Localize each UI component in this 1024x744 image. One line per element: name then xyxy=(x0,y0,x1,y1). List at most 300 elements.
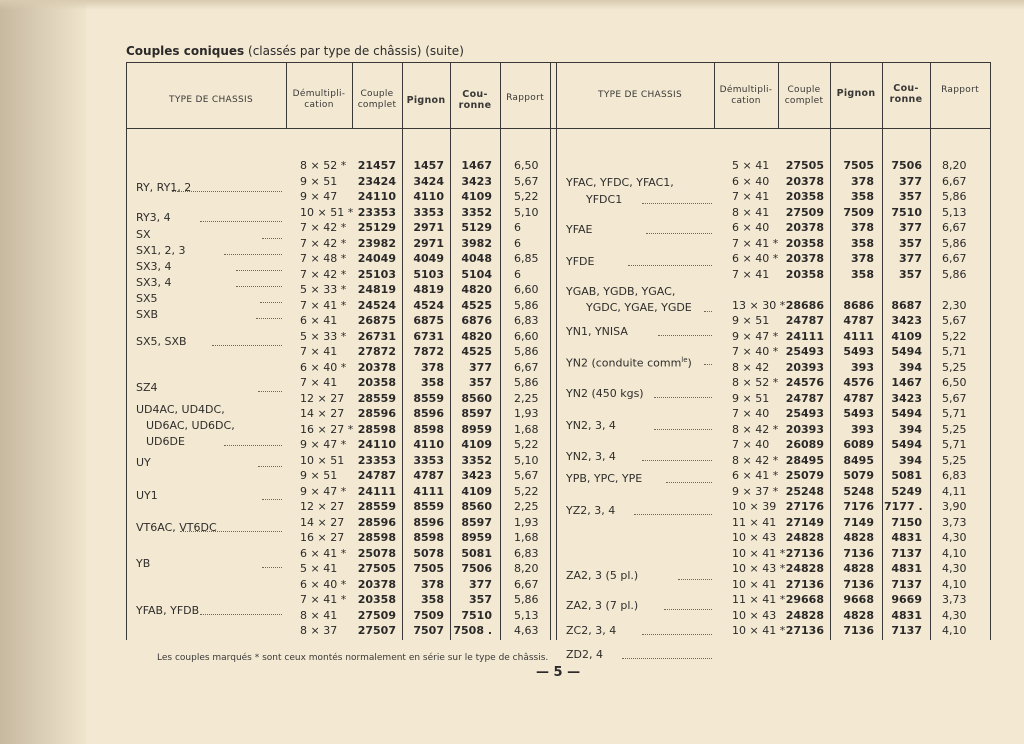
pignon-cell: 8598 xyxy=(413,531,444,544)
chassis-text: YFAE xyxy=(566,223,593,236)
pignon-cell: 4787 xyxy=(843,391,874,405)
chassis-text: SX5 xyxy=(136,292,158,305)
rapport-cell: 6,83 xyxy=(514,546,539,560)
couple-cell: 20358 xyxy=(785,267,824,281)
couronne-cell: 9669 xyxy=(891,593,922,606)
demultiplication-cell: 14 × 27 xyxy=(300,407,345,420)
couronne-cell: 4109 xyxy=(461,190,492,203)
demultiplication-cell: 7 × 41 * xyxy=(300,593,347,606)
pignon-cell: 5493 xyxy=(843,407,874,420)
couronne-cell: 5249 xyxy=(891,484,922,498)
leader-dots xyxy=(622,643,712,659)
pignon-cell: 2971 xyxy=(413,221,444,234)
demultiplication-cell: 8 × 52 * xyxy=(300,159,347,172)
rapport-cell: 6,67 xyxy=(942,221,967,234)
couronne-cell: 8597 xyxy=(461,407,492,420)
couple-cell: 24787 xyxy=(785,314,824,327)
pignon-cell: 7136 xyxy=(843,624,874,637)
pignon-cell: 3353 xyxy=(413,453,444,467)
couronne-cell: 8687 xyxy=(891,298,922,312)
demultiplication-cell: 10 × 41 xyxy=(732,577,777,591)
rapport-cell: 5,22 xyxy=(514,484,539,498)
couple-cell: 28686 xyxy=(785,298,824,312)
rapport-cell: 4,10 xyxy=(942,624,967,637)
demultiplication-cell: 10 × 43 xyxy=(732,608,777,622)
couronne-cell: 5081 xyxy=(891,469,922,482)
couple-cell: 25248 xyxy=(785,484,824,498)
rapport-cell: 5,13 xyxy=(942,205,967,219)
pignon-cell: 8495 xyxy=(843,453,874,467)
demultiplication-cell: 9 × 37 * xyxy=(732,484,779,498)
couple-cell: 26089 xyxy=(785,438,824,451)
couronne-cell: 4831 xyxy=(891,531,922,544)
rapport-cell: 5,67 xyxy=(942,391,967,405)
rapport-cell: 5,22 xyxy=(942,329,967,343)
chassis-text: ZA2, 3 (5 pl.) xyxy=(566,569,639,582)
table-row xyxy=(126,344,990,359)
chassis-text: YFAB, YFDB xyxy=(136,604,200,617)
rapport-cell: 5,13 xyxy=(514,608,539,622)
demultiplication-cell: 7 × 41 xyxy=(732,190,770,203)
rapport-cell: 4,11 xyxy=(942,484,967,498)
pignon-cell: 4828 xyxy=(843,562,874,575)
demultiplication-cell: 5 × 41 xyxy=(300,562,338,575)
demultiplication-cell: 8 × 37 xyxy=(300,624,338,637)
chassis-text: YN1, YNISA xyxy=(566,325,628,338)
pignon-cell: 7872 xyxy=(413,345,444,358)
pignon-cell: 8596 xyxy=(413,515,444,529)
chassis-text: UD4AC, UD4DC, xyxy=(136,403,225,416)
rapport-cell: 2,25 xyxy=(514,500,539,513)
couronne-cell: 5494 xyxy=(891,438,922,451)
table-row xyxy=(126,546,990,561)
couple-cell: 20358 xyxy=(357,593,396,606)
header-couple: Couple complet xyxy=(784,85,824,106)
couronne-cell: 357 xyxy=(899,267,922,281)
pignon-cell: 7149 xyxy=(843,515,874,529)
couronne-cell: 8959 xyxy=(461,422,492,436)
couple-cell: 27509 xyxy=(785,205,824,219)
chassis-text: RY3, 4 xyxy=(136,211,171,224)
demultiplication-cell: 6 × 41 * xyxy=(732,469,779,482)
chassis-text: YN2, 3, 4 xyxy=(566,450,616,463)
couple-cell: 28596 xyxy=(357,407,396,420)
header-type: TYPE DE CHASSIS xyxy=(598,90,682,100)
couronne-cell: 7137 xyxy=(891,624,922,637)
couple-cell: 27509 xyxy=(357,608,396,622)
couronne-cell: 7506 xyxy=(891,159,922,172)
demultiplication-cell: 6 × 41 xyxy=(300,314,338,327)
rapport-cell: 6,60 xyxy=(514,329,539,343)
couple-cell: 20378 xyxy=(785,174,824,188)
couple-cell: 26731 xyxy=(357,329,396,343)
couple-cell: 20358 xyxy=(357,376,396,389)
demultiplication-cell: 16 × 27 xyxy=(300,531,345,544)
couple-cell: 24819 xyxy=(357,283,396,296)
demultiplication-cell: 10 × 51 xyxy=(300,453,345,467)
demultiplication-cell: 8 × 42 * xyxy=(732,453,779,467)
demultiplication-cell: 6 × 40 * xyxy=(300,577,347,591)
rapport-cell: 5,71 xyxy=(942,345,967,358)
demultiplication-cell: 8 × 41 xyxy=(732,205,770,219)
rapport-cell: 1,93 xyxy=(514,407,539,420)
couple-cell: 27507 xyxy=(357,624,396,637)
couronne-cell: 4525 xyxy=(461,345,492,358)
couronne-cell: 3423 xyxy=(891,314,922,327)
header-demult: Démultipli- cation xyxy=(719,85,773,106)
couple-cell: 27505 xyxy=(357,562,396,575)
page-edge-shadow xyxy=(0,0,86,744)
couronne-cell: 357 xyxy=(469,593,492,606)
rapport-cell: 4,30 xyxy=(942,608,967,622)
table-row xyxy=(126,313,990,328)
demultiplication-cell: 5 × 41 xyxy=(732,159,770,172)
rapport-cell: 5,67 xyxy=(514,469,539,482)
demultiplication-cell: 9 × 51 xyxy=(300,174,338,188)
couronne-cell: 5104 xyxy=(461,267,492,281)
pignon-cell: 358 xyxy=(851,190,874,203)
demultiplication-cell: 10 × 41 * xyxy=(732,624,786,637)
demultiplication-cell: 7 × 40 * xyxy=(732,345,779,358)
demultiplication-cell: 7 × 41 * xyxy=(732,236,779,250)
rapport-cell: 4,30 xyxy=(942,531,967,544)
couple-cell: 24787 xyxy=(357,469,396,482)
couple-cell: 24828 xyxy=(785,531,824,544)
couple-cell: 25103 xyxy=(357,267,396,281)
couronne-cell: 3423 xyxy=(891,391,922,405)
couple-cell: 20378 xyxy=(357,360,396,374)
demultiplication-cell: 7 × 42 * xyxy=(300,236,347,250)
chassis-text: VT6AC, VT6DC xyxy=(136,521,217,534)
couronne-cell: 7506 xyxy=(461,562,492,575)
rapport-cell: 6,85 xyxy=(514,252,539,265)
header-demult: Démultipli- cation xyxy=(292,89,346,110)
pignon-cell: 7136 xyxy=(843,546,874,560)
header-rule xyxy=(126,128,990,129)
table-row xyxy=(126,174,990,189)
pignon-cell: 5078 xyxy=(413,546,444,560)
header-type: TYPE DE CHASSIS xyxy=(169,95,253,105)
couple-cell: 26875 xyxy=(357,314,396,327)
rapport-cell: 4,10 xyxy=(942,577,967,591)
chassis-text: UD6AC, UD6DC, xyxy=(146,419,235,432)
pignon-cell: 393 xyxy=(851,422,874,436)
table-row xyxy=(126,437,990,452)
couple-cell: 25493 xyxy=(785,345,824,358)
demultiplication-cell: 5 × 33 * xyxy=(300,329,347,343)
couronne-cell: 3423 xyxy=(461,174,492,188)
rapport-cell: 1,93 xyxy=(514,515,539,529)
couronne-cell: 4109 xyxy=(461,438,492,451)
page-top-shadow xyxy=(0,0,1024,10)
couple-cell: 28596 xyxy=(357,515,396,529)
couple-cell: 20358 xyxy=(785,236,824,250)
rapport-cell: 5,10 xyxy=(514,205,539,219)
chassis-text: YGAB, YGDB, YGAC, xyxy=(566,285,676,298)
rapport-cell: 5,71 xyxy=(942,438,967,451)
rapport-cell: 1,68 xyxy=(514,422,539,436)
demultiplication-cell: 11 × 41 * xyxy=(732,593,786,606)
pignon-cell: 6875 xyxy=(413,314,444,327)
couronne-cell: 7150 xyxy=(891,515,922,529)
rapport-cell: 1,68 xyxy=(514,531,539,544)
rapport-cell: 6,83 xyxy=(514,314,539,327)
pignon-cell: 3424 xyxy=(413,174,444,188)
couple-cell: 28598 xyxy=(357,531,396,544)
couple-cell: 24049 xyxy=(357,252,396,265)
demultiplication-cell: 7 × 41 xyxy=(300,345,338,358)
demultiplication-cell: 9 × 51 xyxy=(300,469,338,482)
pignon-cell: 4819 xyxy=(413,283,444,296)
pignon-cell: 7176 xyxy=(843,500,874,513)
chassis-text: YZ2, 3, 4 xyxy=(566,504,616,517)
couple-cell: 29668 xyxy=(785,593,824,606)
rapport-cell: 2,30 xyxy=(942,298,967,312)
chassis-text: UY1 xyxy=(136,489,158,502)
chassis-text: SXB xyxy=(136,308,159,321)
header-pignon: Pignon xyxy=(836,88,876,99)
rapport-cell: 5,67 xyxy=(514,174,539,188)
table-row xyxy=(126,484,990,499)
chassis-text: RY, RY1, 2 xyxy=(136,181,192,194)
chassis-label xyxy=(566,647,603,662)
demultiplication-cell: 6 × 40 xyxy=(732,221,770,234)
rapport-cell: 4,10 xyxy=(942,546,967,560)
rapport-cell: 5,10 xyxy=(514,453,539,467)
demultiplication-cell: 10 × 39 xyxy=(732,500,777,513)
couple-cell: 24524 xyxy=(357,298,396,312)
demultiplication-cell: 7 × 41 xyxy=(300,376,338,389)
couronne-cell: 4109 xyxy=(891,329,922,343)
couple-cell: 24110 xyxy=(357,190,396,203)
pignon-cell: 4111 xyxy=(843,329,874,343)
rapport-cell: 6,83 xyxy=(942,469,967,482)
rapport-cell: 6,67 xyxy=(942,252,967,265)
pignon-cell: 4110 xyxy=(413,438,444,451)
pignon-cell: 4828 xyxy=(843,531,874,544)
rapport-cell: 8,20 xyxy=(942,159,967,172)
chassis-text: SX3, 4 xyxy=(136,276,172,289)
pignon-cell: 7507 xyxy=(413,624,444,637)
couple-cell: 28598 xyxy=(357,422,396,436)
couronne-cell: 3982 xyxy=(461,236,492,250)
couple-cell: 28559 xyxy=(357,391,396,405)
couple-cell: 27505 xyxy=(785,159,824,172)
table-row xyxy=(126,282,990,297)
header-couronne: Cou- ronne xyxy=(458,89,492,111)
couronne-cell: 5494 xyxy=(891,345,922,358)
title-bold: Couples coniques xyxy=(126,44,245,58)
superscript: le xyxy=(681,356,688,364)
pignon-cell: 8686 xyxy=(843,298,874,312)
demultiplication-cell: 16 × 27 * xyxy=(300,422,354,436)
couronne-cell: 3423 xyxy=(461,469,492,482)
couronne-cell: 4831 xyxy=(891,562,922,575)
chassis-text: YFDE xyxy=(566,255,595,268)
demultiplication-cell: 7 × 41 * xyxy=(300,298,347,312)
rapport-cell: 5,71 xyxy=(942,407,967,420)
footnote: Les couples marqués * sont ceux montés normalement en série sur le type de châssis. xyxy=(157,653,549,663)
pignon-cell: 3353 xyxy=(413,205,444,219)
header-rapport: Rapport xyxy=(506,93,544,103)
demultiplication-cell: 10 × 51 * xyxy=(300,205,354,219)
couronne-cell: 8560 xyxy=(461,391,492,405)
chassis-text: YN2 (conduite comm xyxy=(566,356,682,370)
couronne-cell: 357 xyxy=(469,376,492,389)
header-pignon: Pignon xyxy=(406,95,446,106)
couronne-cell: 377 xyxy=(469,577,492,591)
rapport-cell: 6,50 xyxy=(514,159,539,172)
couronne-cell: 394 xyxy=(899,422,922,436)
pignon-cell: 358 xyxy=(421,593,444,606)
table-row xyxy=(126,329,990,344)
table-row xyxy=(126,298,990,313)
rapport-cell: 3,73 xyxy=(942,593,967,606)
couronne-cell: 7508 . xyxy=(453,624,492,637)
couronne-cell: 7510 xyxy=(461,608,492,622)
table-row xyxy=(126,422,990,437)
demultiplication-cell: 6 × 40 xyxy=(732,174,770,188)
page-number: — 5 — xyxy=(536,665,581,680)
couronne-cell: 394 xyxy=(899,360,922,374)
couronne-cell: 3352 xyxy=(461,453,492,467)
couronne-cell: 4525 xyxy=(461,298,492,312)
demultiplication-cell: 9 × 47 * xyxy=(300,484,347,498)
header-couronne: Cou- ronne xyxy=(889,83,923,105)
couronne-cell: 7137 xyxy=(891,546,922,560)
table-row xyxy=(126,251,990,266)
couronne-cell: 4820 xyxy=(461,329,492,343)
couple-cell: 28495 xyxy=(785,453,824,467)
chassis-text: SX5, SXB xyxy=(136,335,187,348)
couple-cell: 25129 xyxy=(357,221,396,234)
couple-cell: 27176 xyxy=(785,500,824,513)
rapport-cell: 5,86 xyxy=(514,376,539,389)
rapport-cell: 3,73 xyxy=(942,515,967,529)
chassis-text: ZD2, 4 xyxy=(566,648,603,661)
chassis-text: SX1, 2, 3 xyxy=(136,244,186,257)
pignon-cell: 4828 xyxy=(843,608,874,622)
demultiplication-cell: 9 × 47 xyxy=(300,190,338,203)
couronne-cell: 1467 xyxy=(891,376,922,389)
pignon-cell: 8559 xyxy=(413,500,444,513)
demultiplication-cell: 12 × 27 xyxy=(300,500,345,513)
couple-cell: 21457 xyxy=(357,159,396,172)
rapport-cell: 6 xyxy=(514,267,521,281)
couronne-cell: 377 xyxy=(469,360,492,374)
table-row xyxy=(126,623,990,638)
right-border xyxy=(990,62,991,640)
pignon-cell: 4787 xyxy=(413,469,444,482)
couronne-cell: 8597 xyxy=(461,515,492,529)
couple-cell: 25493 xyxy=(785,407,824,420)
couronne-cell: 5081 xyxy=(461,546,492,560)
demultiplication-cell: 7 × 42 * xyxy=(300,267,347,281)
chassis-text: YN2 (450 kgs) xyxy=(566,387,644,400)
rapport-cell: 5,86 xyxy=(514,593,539,606)
table-row xyxy=(126,468,990,483)
pignon-cell: 6731 xyxy=(413,329,444,343)
rapport-cell: 3,90 xyxy=(942,500,967,513)
demultiplication-cell: 7 × 48 * xyxy=(300,252,347,265)
pignon-cell: 378 xyxy=(851,221,874,234)
pignon-cell: 5103 xyxy=(413,267,444,281)
header-rapport: Rapport xyxy=(941,85,979,95)
pignon-cell: 7505 xyxy=(843,159,874,172)
demultiplication-cell: 13 × 30 * xyxy=(732,298,786,312)
rapport-cell: 6 xyxy=(514,236,521,250)
table-row xyxy=(126,391,990,406)
demultiplication-cell: 7 × 40 xyxy=(732,407,770,420)
couronne-cell: 4109 xyxy=(461,484,492,498)
header-couple: Couple complet xyxy=(357,89,397,110)
chassis-text: YB xyxy=(136,557,151,570)
pignon-cell: 358 xyxy=(851,236,874,250)
demultiplication-cell: 9 × 47 * xyxy=(732,329,779,343)
rapport-cell: 5,86 xyxy=(942,236,967,250)
couronne-cell: 394 xyxy=(899,453,922,467)
demultiplication-cell: 8 × 42 * xyxy=(732,422,779,436)
couronne-cell: 4831 xyxy=(891,608,922,622)
pignon-cell: 4049 xyxy=(413,252,444,265)
table-row xyxy=(126,499,990,514)
title-rest: (classés par type de châssis) (suite) xyxy=(248,44,464,58)
rapport-cell: 5,86 xyxy=(514,298,539,312)
demultiplication-cell: 9 × 51 xyxy=(732,391,770,405)
couronne-cell: 7177 . xyxy=(884,500,923,513)
couple-cell: 20378 xyxy=(785,252,824,265)
couronne-cell: 5129 xyxy=(461,221,492,234)
couple-cell: 27149 xyxy=(785,515,824,529)
couronne-cell: 8560 xyxy=(461,500,492,513)
chassis-text: ZA2, 3 (7 pl.) xyxy=(566,599,639,612)
chassis-text: SX xyxy=(136,228,151,241)
couple-cell: 27136 xyxy=(785,577,824,591)
pignon-cell: 5493 xyxy=(843,345,874,358)
pignon-cell: 4787 xyxy=(843,314,874,327)
couronne-cell: 3352 xyxy=(461,205,492,219)
table-row xyxy=(126,577,990,592)
demultiplication-cell: 7 × 41 xyxy=(732,267,770,281)
pignon-cell: 7505 xyxy=(413,562,444,575)
couple-cell: 24828 xyxy=(785,562,824,575)
pignon-cell: 1457 xyxy=(413,159,444,172)
couronne-cell: 7137 xyxy=(891,577,922,591)
couronne-cell: 4820 xyxy=(461,283,492,296)
couple-cell: 24787 xyxy=(785,391,824,405)
pignon-cell: 358 xyxy=(851,267,874,281)
rapport-cell: 5,67 xyxy=(942,314,967,327)
couple-cell: 23424 xyxy=(357,174,396,188)
demultiplication-cell: 14 × 27 xyxy=(300,515,345,529)
table-row xyxy=(126,406,990,421)
pignon-cell: 7509 xyxy=(413,608,444,622)
rapport-cell: 5,22 xyxy=(514,438,539,451)
chassis-text: UY xyxy=(136,456,151,469)
pignon-cell: 8559 xyxy=(413,391,444,405)
chassis-text: SZ4 xyxy=(136,381,158,394)
pignon-cell: 358 xyxy=(421,376,444,389)
rapport-cell: 5,86 xyxy=(942,267,967,281)
chassis-text: YPB, YPC, YPE xyxy=(566,472,643,485)
demultiplication-cell: 11 × 41 xyxy=(732,515,777,529)
couronne-cell: 357 xyxy=(899,190,922,203)
demultiplication-cell: 12 × 27 xyxy=(300,391,345,405)
rapport-cell: 5,86 xyxy=(514,345,539,358)
pignon-cell: 9668 xyxy=(843,593,874,606)
pignon-cell: 4110 xyxy=(413,190,444,203)
couple-cell: 23353 xyxy=(357,205,396,219)
